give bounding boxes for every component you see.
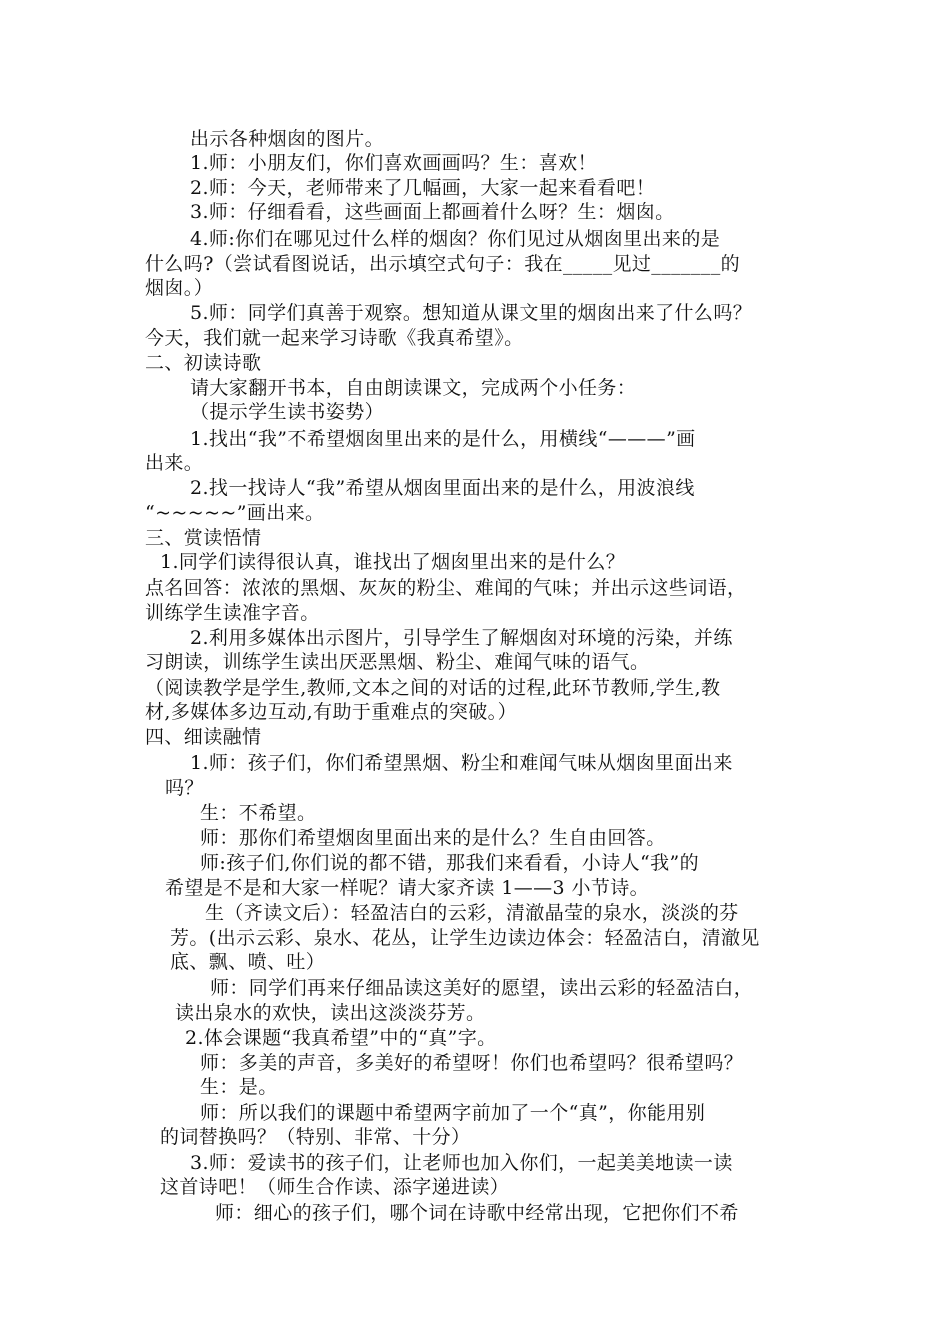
- text-line: 请大家翻开书本，自由朗读课文，完成两个小任务：: [190, 377, 637, 399]
- text-line: 师：同学们再来仔细品读这美好的愿望，读出云彩的轻盈洁白，: [210, 977, 754, 999]
- text-line: 出示各种烟囱的图片。: [190, 128, 385, 150]
- text-line: 烟囱。）: [145, 277, 214, 299]
- text-line: 吗？: [165, 777, 204, 799]
- text-line: 3.师：爱读书的孩子们，让老师也加入你们，一起美美地读一读: [190, 1152, 733, 1174]
- text-line: 2.体会课题“我真希望”中的“真”字。: [185, 1027, 497, 1049]
- text-line: 5.师：同学们真善于观察。想知道从课文里的烟囱出来了什么吗？: [190, 302, 753, 324]
- text-line: 1.师：小朋友们，你们喜欢画画吗？生：喜欢！: [190, 152, 597, 174]
- text-line: 习朗读，训练学生读出厌恶黑烟、粉尘、难闻气味的语气。: [145, 651, 650, 673]
- text-line: “~~~~~”画出来。: [145, 502, 325, 524]
- text-line: （提示学生读书姿势）: [190, 401, 385, 423]
- text-line: 师：那你们希望烟囱里面出来的是什么？生自由回答。: [200, 827, 666, 849]
- text-line: 3.师：仔细看看，这些画面上都画着什么呀？生：烟囱。: [190, 201, 675, 223]
- text-line: 1.找出“我”不希望烟囱里出来的是什么，用横线“———”画: [190, 428, 696, 450]
- text-line: 4.师:你们在哪见过什么样的烟囱？你们见过从烟囱里出来的是: [190, 228, 721, 250]
- text-line: 生：是。: [200, 1076, 278, 1098]
- text-line: 什么吗?（尝试看图说话，出示填空式句子：我在_____见过_______的: [145, 253, 740, 275]
- text-line: 芳。(出示云彩、泉水、花丛，让学生边读边体会：轻盈洁白，清澈见: [170, 927, 760, 949]
- text-line: 点名回答：浓浓的黑烟、灰灰的粉尘、难闻的气味；并出示这些词语，: [145, 577, 747, 599]
- text-line: 师:孩子们,你们说的都不错，那我们来看看，小诗人“我”的: [200, 852, 700, 874]
- section-heading: 二、初读诗歌: [145, 352, 262, 374]
- text-line: 今天，我们就一起来学习诗歌《我真希望》。: [145, 327, 524, 349]
- text-line: 师：细心的孩子们，哪个词在诗歌中经常出现，它把你们不希: [215, 1202, 739, 1224]
- text-line: 生：不希望。: [200, 802, 317, 824]
- section-heading: 四、细读融情: [145, 726, 262, 748]
- text-line: 2.找一找诗人“我”希望从烟囱里面出来的是什么，用波浪线: [190, 477, 695, 499]
- text-line: 底、飘、喷、吐）: [170, 951, 326, 973]
- text-line: 材,多媒体多边互动,有助于重难点的突破。）: [145, 701, 517, 723]
- text-line: 师：多美的声音，多美好的希望呀！你们也希望吗？很希望吗？: [200, 1052, 744, 1074]
- text-line: （阅读教学是学生,教师,文本之间的对话的过程,此环节教师,学生,教: [145, 677, 721, 699]
- section-heading: 三、赏读悟情: [145, 527, 262, 549]
- text-line: 2.利用多媒体出示图片，引导学生了解烟囱对环境的污染，并练: [190, 627, 733, 649]
- text-line: 生（齐读文后）：轻盈洁白的云彩，清澈晶莹的泉水，淡淡的芬: [205, 902, 739, 924]
- text-line: 希望是不是和大家一样呢？请大家齐读 1——3 小节诗。: [165, 877, 650, 899]
- text-line: 1.师：孩子们，你们希望黑烟、粉尘和难闻气味从烟囱里面出来: [190, 752, 733, 774]
- text-line: 这首诗吧！（师生合作读、添字递进读）: [160, 1176, 510, 1198]
- text-line: 2.师：今天，老师带来了几幅画，大家一起来看看吧！: [190, 177, 656, 199]
- text-line: 训练学生读准字音。: [145, 602, 320, 624]
- text-line: 出来。: [145, 452, 204, 474]
- text-line: 师：所以我们的课题中希望两字前加了一个“真”，你能用别: [200, 1102, 706, 1124]
- text-line: 的词替换吗？（特别、非常、十分）: [160, 1126, 471, 1148]
- text-line: 读出泉水的欢快，读出这淡淡芬芳。: [175, 1002, 486, 1024]
- text-line: 1.同学们读得很认真，谁找出了烟囱里出来的是什么？: [160, 551, 626, 573]
